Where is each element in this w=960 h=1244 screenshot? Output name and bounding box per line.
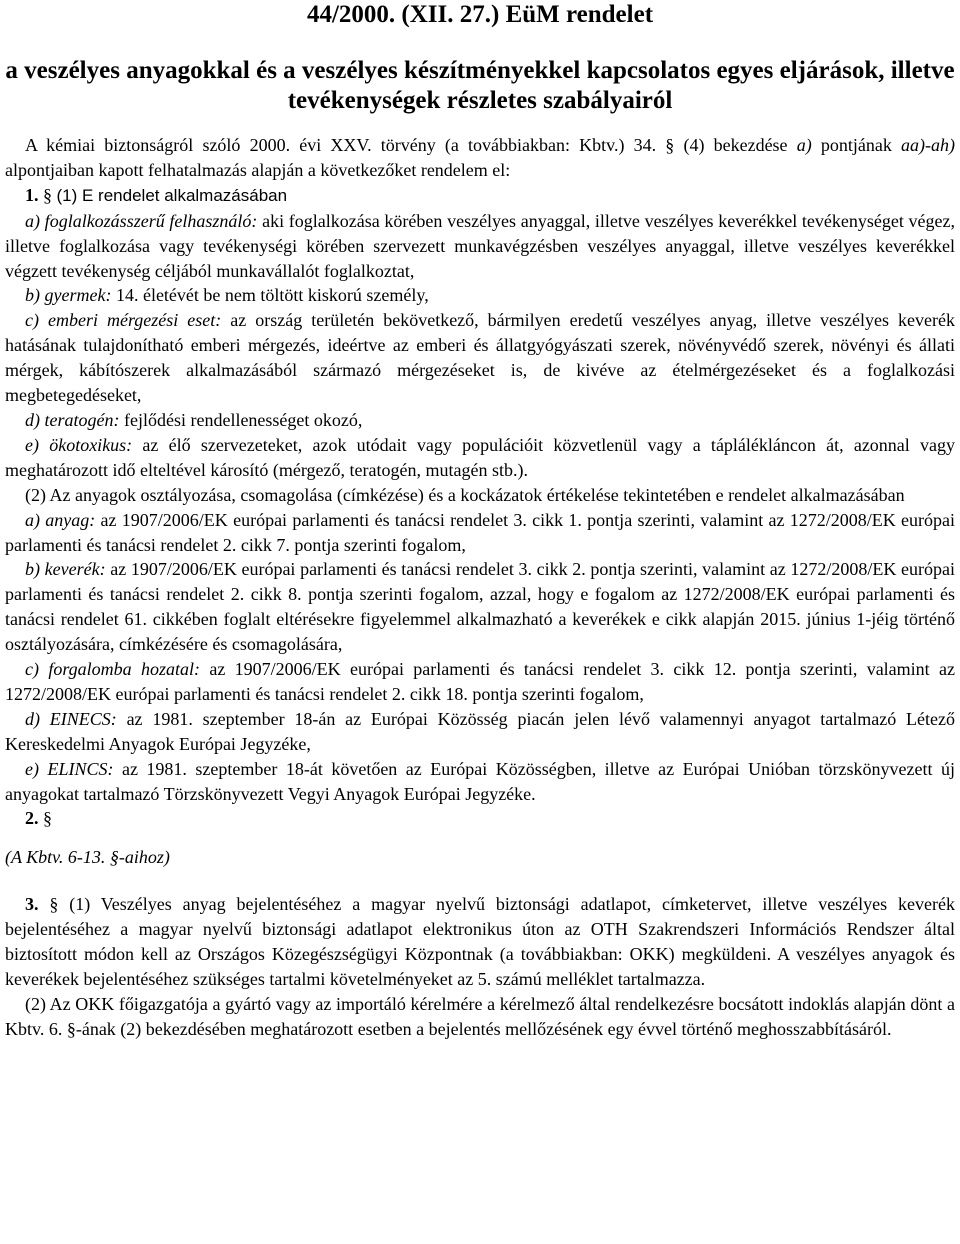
definition-term: c) forgalomba hozatal: [25,659,200,680]
preamble-subpoints: aa)-ah) [901,135,956,155]
definition-term: e) ELINCS: [25,758,114,779]
preamble-text-3: alpontjaiban kapott felhatalmazás alapján a következőket rendelem el: [5,159,511,180]
definition-text: az 1907/2006/EK európai parlamenti és tanácsi rendelet 3. cikk 2. pontja szerinti, valamint az 1272/2008/EK európai parlamenti és tanácsi rendelet 2. cikk 8. pontja szerinti fogalom, azzal, hogy e fogalom az 1272/2008/EK európai parlamenti és tanácsi rendelet 61. cikkében foglalt eltérésekre figyelemmel alkalmazható a keverékek e cikk alapján 2015. június 1-jéig történő osztályozására, címkézésére és csomagolására, [5,559,955,655]
section-sign: § [43,184,52,205]
definition-term: e) ökotoxikus: [25,434,133,455]
definition-a [5,209,955,284]
section-3-paragraph-2: (2) Az OKK főigazgatója a gyártó vagy az importáló kérelmére a kérelmező által rendelkezésre bocsátott indoklás alapján dönt a Kbtv. 6. §-ának (2) bekezdésében meghatározott esetben a bejelentés mellőzésének egy évvel történő meghosszabbításáról. [5,993,955,1039]
definition-term: b) keverék: [25,559,106,580]
decree-number: 44/2000. (XII. 27.) EüM rendelet [306,1,654,28]
definition-e [5,433,955,483]
definition-text: az ország területén bekövetkező, bármilyen eredetű veszélyes anyag, illetve veszélyes keverék hatásának tulajdonítható emberi mérgezés, ideértve az emberi és állatgyógyászati szerek, növényvédő szerek, növényi és állati mérgek, kábítószerek alkalmazásából származó mérgezéseket is, de kivéve az ételmérgezéseket és a foglalkozási megbetegedéseket, [5,310,955,406]
section-2-note-text: (A Kbtv. 6-13. §-aihoz) [5,847,170,868]
section-1-number: 1. [25,184,39,205]
definition-term: d) EINECS: [25,708,117,729]
definition-text: az 1907/2006/EK európai parlamenti és tanácsi rendelet 3. cikk 12. pontja szerinti, valamint az 1272/2008/EK európai parlamenti és tanácsi rendelet 2. cikk 18. pontja szerinti fogalom, [5,659,955,704]
section-2-heading [5,806,955,831]
preamble-text-2: pontjának [820,135,902,155]
definition-text: az 1981. szeptember 18-át követően az Európai Közösségben, illetve az Európai Unióban törzskönyvezett új anyagokat tartalmazó Törzskönyvezett Vegyi Anyagok Európai Jegyzéke. [5,758,955,804]
preamble [5,133,955,183]
definition-d [5,408,955,433]
definition-text: az 1981. szeptember 18-án az Európai Közösség piacán jelen lévő valamennyi anyagot tartalmazó Létező Kereskedelmi Anyagok Európai Jegyzéke, [5,708,955,754]
paragraph-2-lead: (2) Az anyagok osztályozása, csomagolása (címkézése) és a kockázatok értékelése tekintetében e rendelet alkalmazásában [25,484,905,505]
preamble-text-1: A kémiai biztonságról szóló 2000. évi XXV. törvény (a továbbiakban: Kbtv.) 34. § (4) bekezdése [25,135,797,155]
definition-term: c) emberi mérgezési eset: [25,310,222,331]
section-sign: § [43,808,52,829]
definition-text: az élő szervezeteket, azok utódait vagy populációit közvetlenül vagy a táplálékláncon át, azonnal vagy meghatározott idő elteltével károsító (mérgező, teratogén, mutagén stb.). [5,434,956,480]
definition-term: a) foglalkozásszerű felhasználó: [25,210,258,231]
definition-2a [5,508,955,558]
section-3-number: 3. [25,894,39,915]
definition-2e [5,757,955,807]
preamble-point: a) [796,135,812,155]
definition-2c [5,657,955,707]
section-1-heading [5,183,955,209]
definition-term: d) teratogén: [25,409,120,430]
definition-text: fejlődési rendellenességet okozó, [119,409,363,430]
section-1-lead: (1) E rendelet alkalmazásában [56,185,288,205]
decree-title: a veszélyes anyagokkal és a veszélyes készítményekkel kapcsolatos egyes eljárások, illetve tevékenységek részletes szabályairól [5,57,955,114]
definition-2d [5,707,955,757]
definition-term: b) gyermek: [25,285,112,306]
definition-term: a) anyag: [25,509,96,530]
definition-2b [5,557,955,657]
definition-text: 14. életévét be nem töltött kiskorú személy, [111,285,429,306]
definition-text: az 1907/2006/EK európai parlamenti és tanácsi rendelet 3. cikk 1. pontja szerinti, valamint az 1272/2008/EK európai parlamenti és tanácsi rendelet 2. cikk 7. pontja szerinti fogalom, [5,509,955,555]
section-2-number: 2. [25,808,39,829]
section-3-paragraph-1 [5,892,955,992]
section-3-text-1: § (1) Veszélyes anyag bejelentéséhez a magyar nyelvű biztonsági adatlapot, címketervet, illetve veszélyes keverék bejelentéséhez a magyar nyelvű biztonsági adatlapot elektronikus úton az OTH Szakrendszeri Információs Rendszer által biztosított módon kell az Országos Közegészségügyi Központnak (a továbbiakban: OKK) megküldeni. A veszélyes anyagok és keverékek bejelentéséhez szükséges tartalmi követelményeket az 5. számú melléklet tartalmazza. [5,894,955,989]
definition-text: aki foglalkozása körében veszélyes anyaggal, illetve veszélyes keverékkel tevékenységet végez, illetve foglalkozása vagy tevékenységi körében szervezett munkavégzésben veszélyes anyaggal, illetve veszélyes keverékkel végzett tevékenység céljából munkavállalót foglalkoztat, [5,210,955,281]
definition-b [5,283,955,308]
definition-c [5,308,955,408]
section-2-note [5,845,955,870]
